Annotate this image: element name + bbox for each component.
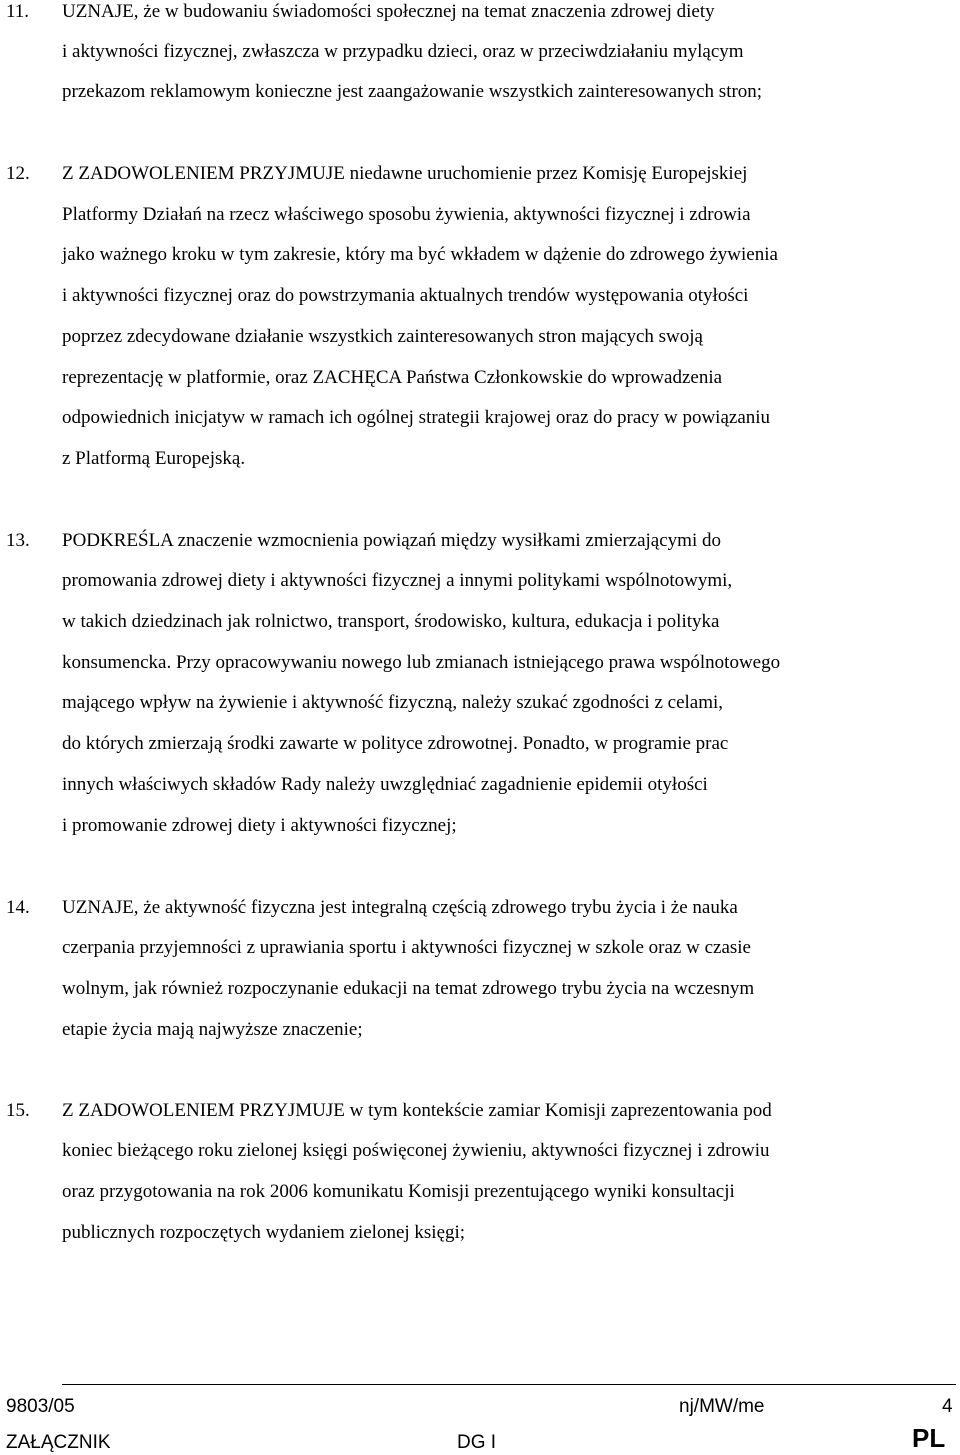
paragraph-line: mającego wpływ na żywienie i aktywność fizyczną, należy szukać zgodności z celami, (62, 692, 724, 713)
paragraph-line: i aktywności fizycznej, zwłaszcza w przypadku dzieci, oraz w przeciwdziałaniu mylącym (62, 41, 744, 62)
footer-language: PL (912, 1423, 946, 1453)
paragraph-line: i aktywności fizycznej oraz do powstrzymania aktualnych trendów występowania otyłości (62, 285, 749, 306)
footer-page-number: 4 (942, 1396, 953, 1417)
paragraph-number: 11. (6, 1, 30, 22)
paragraph-line: publicznych rozpoczętych wydaniem zielonej księgi; (62, 1222, 466, 1243)
paragraph-line: czerpania przyjemności z uprawiania sportu i aktywności fizycznej w szkole oraz w czasie (62, 937, 751, 958)
paragraph-number: 14. (6, 897, 30, 918)
paragraph-line: innych właściwych składów Rady należy uwzględniać zagadnienie epidemii otyłości (62, 774, 708, 795)
paragraph-number: 15. (6, 1100, 30, 1121)
paragraph-line: Platformy Działań na rzecz właściwego sposobu żywienia, aktywności fizycznej i zdrowia (62, 204, 751, 225)
paragraph-line: promowania zdrowej diety i aktywności fizycznej a innymi politykami wspólnotowymi, (62, 570, 733, 591)
paragraph-line: do których zmierzają środki zawarte w polityce zdrowotnej. Ponadto, w programie prac (62, 733, 729, 754)
paragraph-line: konsumencka. Przy opracowywaniu nowego lub zmianach istniejącego prawa wspólnotowego (62, 652, 781, 673)
paragraph-line: UZNAJE, że aktywność fizyczna jest integralną częścią zdrowego trybu życia i że nauka (62, 897, 738, 918)
paragraph-line: reprezentację w platformie, oraz ZACHĘCA Państwa Członkowskie do wprowadzenia (62, 367, 723, 388)
paragraph-line: Z ZADOWOLENIEM PRZYJMUJE w tym kontekście zamiar Komisji zaprezentowania pod (62, 1100, 772, 1121)
footer-annex: ZAŁĄCZNIK (6, 1432, 111, 1453)
paragraph-line: poprzez zdecydowane działanie wszystkich zainteresowanych stron mających swoją (62, 326, 703, 347)
paragraph-line: jako ważnego kroku w tym zakresie, który ma być wkładem w dążenie do zdrowego żywienia (62, 244, 778, 265)
paragraph-line: PODKREŚLA znaczenie wzmocnienia powiązań między wysiłkami zmierzającymi do (62, 530, 721, 551)
footer-doc-ref: 9803/05 (6, 1396, 75, 1417)
footer-initials: nj/MW/me (679, 1396, 765, 1417)
paragraph-line: Z ZADOWOLENIEM PRZYJMUJE niedawne uruchomienie przez Komisję Europejskiej (62, 163, 748, 184)
footer-divider (62, 1384, 956, 1385)
paragraph-number: 12. (6, 163, 30, 184)
paragraph-line: UZNAJE, że w budowaniu świadomości społecznej na temat znaczenia zdrowej diety (62, 1, 715, 22)
paragraph-line: etapie życia mają najwyższe znaczenie; (62, 1019, 363, 1040)
paragraph-number: 13. (6, 530, 30, 551)
paragraph-line: koniec bieżącego roku zielonej księgi poświęconej żywieniu, aktywności fizycznej i zdrowiu (62, 1140, 770, 1161)
paragraph-line: oraz przygotowania na rok 2006 komunikatu Komisji prezentującego wyniki konsultacji (62, 1181, 735, 1202)
paragraph-line: przekazom reklamowym konieczne jest zaangażowanie wszystkich zainteresowanych stron; (62, 81, 763, 102)
paragraph-line: i promowanie zdrowej diety i aktywności fizycznej; (62, 815, 457, 836)
footer-dg: DG I (457, 1432, 497, 1453)
paragraph-line: z Platformą Europejską. (62, 448, 246, 469)
paragraph-line: w takich dziedzinach jak rolnictwo, transport, środowisko, kultura, edukacja i polityka (62, 611, 720, 632)
paragraph-line: odpowiednich inicjatyw w ramach ich ogólnej strategii krajowej oraz do pracy w powiązaniu (62, 407, 771, 428)
paragraph-line: wolnym, jak również rozpoczynanie edukacji na temat zdrowego trybu życia na wczesnym (62, 978, 755, 999)
